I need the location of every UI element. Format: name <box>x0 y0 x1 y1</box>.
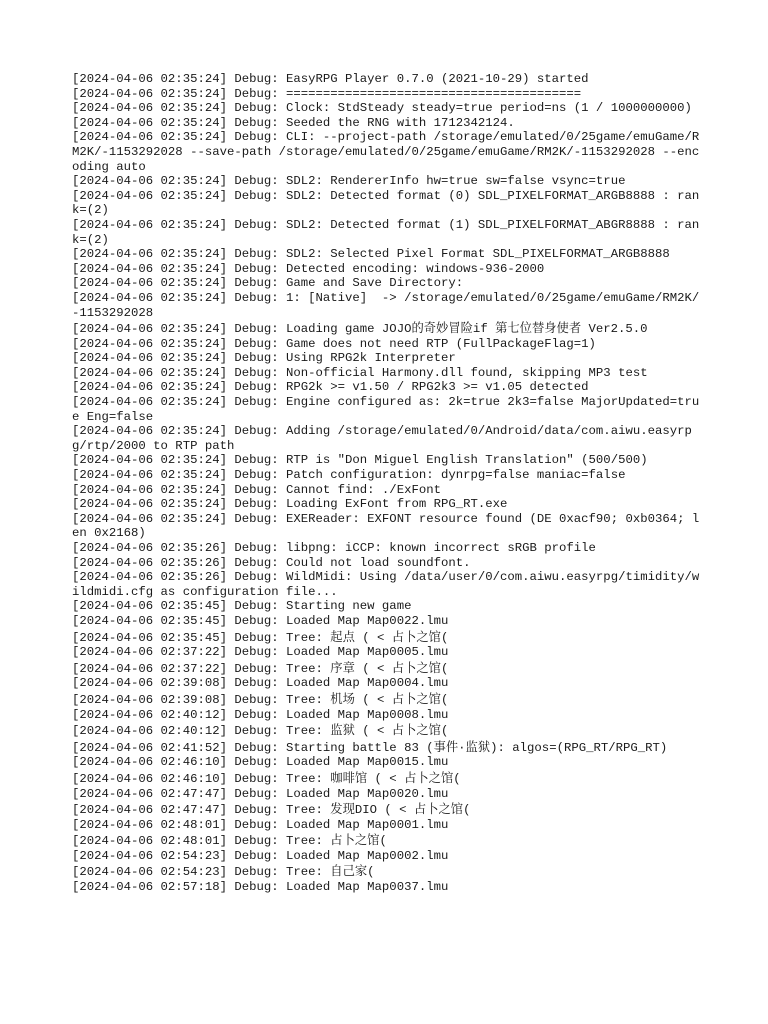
log-line: [2024-04-06 02:35:24] Debug: SDL2: Detected format (1) SDL_PIXELFORMAT_ABGR8888 : rank=(2) <box>72 217 700 247</box>
log-line: [2024-04-06 02:35:26] Debug: Could not load soundfont. <box>72 555 471 570</box>
log-line: [2024-04-06 02:35:24] Debug: RPG2k >= v1.50 / RPG2k3 >= v1.05 detected <box>72 380 589 395</box>
log-line: [2024-04-06 02:57:18] Debug: Loaded Map Map0037.lmu <box>72 880 449 895</box>
log-line: [2024-04-06 02:35:24] Debug: Game does not need RTP (FullPackageFlag=1) <box>72 336 596 351</box>
log-line: [2024-04-06 02:47:47] Debug: Tree: 发现DIO ( < 占卜之馆( <box>72 803 471 818</box>
log-line: [2024-04-06 02:35:24] Debug: Engine configured as: 2k=true 2k3=false MajorUpdated=true Eng=false <box>72 395 700 424</box>
log-line: [2024-04-06 02:35:24] Debug: EXEReader: EXFONT resource found (DE 0xacf90; 0xb0364; len 0x2168) <box>72 511 700 541</box>
log-line: [2024-04-06 02:35:24] Debug: Game and Save Directory: <box>72 276 464 291</box>
log-line: [2024-04-06 02:35:24] Debug: Loading ExFont from RPG_RT.exe <box>72 497 508 512</box>
log-line: [2024-04-06 02:35:24] Debug: 1: [Native] -> /storage/emulated/0/25game/emuGame/RM2K/-1153292028 <box>72 290 700 320</box>
log-line: [2024-04-06 02:35:24] Debug: Using RPG2k Interpreter <box>72 351 456 366</box>
log-line: [2024-04-06 02:35:45] Debug: Tree: 起点 ( < 占卜之馆( <box>72 630 449 645</box>
log-line: [2024-04-06 02:39:08] Debug: Tree: 机场 ( < 占卜之馆( <box>72 692 449 707</box>
log-line: [2024-04-06 02:35:26] Debug: libpng: iCCP: known incorrect sRGB profile <box>72 541 596 555</box>
log-line: [2024-04-06 02:35:24] Debug: ======================================== <box>72 86 582 101</box>
log-line: [2024-04-06 02:54:23] Debug: Loaded Map Map0002.lmu <box>72 848 449 863</box>
log-line: [2024-04-06 02:40:12] Debug: Tree: 监狱 ( < 占卜之馆( <box>72 724 449 739</box>
log-line: [2024-04-06 02:35:24] Debug: Adding /storage/emulated/0/Android/data/com.aiwu.easyrpg/rtp/2000 to RTP path <box>72 424 692 453</box>
log-line: [2024-04-06 02:35:24] Debug: Clock: StdSteady steady=true period=ns (1 / 1000000000) <box>72 101 692 116</box>
log-line: [2024-04-06 02:35:24] Debug: Seeded the RNG with 1712342124. <box>72 115 515 130</box>
log-line: [2024-04-06 02:54:23] Debug: Tree: 自己家( <box>72 865 375 880</box>
log-line: [2024-04-06 02:35:26] Debug: WildMidi: Using /data/user/0/com.aiwu.easyrpg/timidity/wildmidi.cfg as configuration file... <box>72 570 700 599</box>
log-line: [2024-04-06 02:46:10] Debug: Tree: 咖啡馆 ( < 占卜之馆( <box>72 771 461 786</box>
log-line: [2024-04-06 02:35:45] Debug: Loaded Map Map0022.lmu <box>72 613 449 628</box>
log-line: [2024-04-06 02:35:24] Debug: SDL2: Detected format (0) SDL_PIXELFORMAT_ARGB8888 : rank=(2) <box>72 188 700 218</box>
log-line: [2024-04-06 02:37:22] Debug: Tree: 序章 ( < 占卜之馆( <box>72 661 449 676</box>
log-line: [2024-04-06 02:37:22] Debug: Loaded Map Map0005.lmu <box>72 645 449 660</box>
log-line: [2024-04-06 02:35:45] Debug: Starting new game <box>72 599 412 614</box>
log-line: [2024-04-06 02:35:24] Debug: SDL2: RendererInfo hw=true sw=false vsync=true <box>72 174 626 189</box>
log-line: [2024-04-06 02:48:01] Debug: Loaded Map Map0001.lmu <box>72 817 449 832</box>
log-line: [2024-04-06 02:48:01] Debug: Tree: 占卜之馆( <box>72 834 387 849</box>
log-line: [2024-04-06 02:35:24] Debug: EasyRPG Player 0.7.0 (2021-10-29) started <box>72 72 589 86</box>
log-line: [2024-04-06 02:35:24] Debug: Detected encoding: windows-936-2000 <box>72 261 545 276</box>
debug-log <box>72 72 702 895</box>
log-line: [2024-04-06 02:35:24] Debug: RTP is "Don Miguel English Translation" (500/500) <box>72 453 648 468</box>
log-line: [2024-04-06 02:40:12] Debug: Loaded Map Map0008.lmu <box>72 707 449 722</box>
log-line: [2024-04-06 02:35:24] Debug: Patch configuration: dynrpg=false maniac=false <box>72 468 626 483</box>
log-line: [2024-04-06 02:35:24] Debug: SDL2: Selected Pixel Format SDL_PIXELFORMAT_ARGB8888 <box>72 247 670 262</box>
log-line: [2024-04-06 02:35:24] Debug: Loading game JOJO的奇妙冒险if 第七位替身使者 Ver2.5.0 <box>72 322 648 337</box>
log-line: [2024-04-06 02:47:47] Debug: Loaded Map Map0020.lmu <box>72 786 449 801</box>
log-line: [2024-04-06 02:35:24] Debug: CLI: --project-path /storage/emulated/0/25game/emuGame/RM2K/-1153292028 --save-path /storage/emulated/0/25game/emuGame/RM2K/-1153292028 --encoding auto <box>72 130 700 174</box>
log-line: [2024-04-06 02:35:24] Debug: Cannot find: ./ExFont <box>72 482 441 497</box>
log-line: [2024-04-06 02:35:24] Debug: Non-official Harmony.dll found, skipping MP3 test <box>72 365 648 380</box>
log-line: [2024-04-06 02:41:52] Debug: Starting battle 83 (事件·监狱): algos=(RPG_RT/RPG_RT) <box>72 740 668 755</box>
log-line: [2024-04-06 02:46:10] Debug: Loaded Map Map0015.lmu <box>72 755 449 770</box>
log-line: [2024-04-06 02:39:08] Debug: Loaded Map Map0004.lmu <box>72 676 449 691</box>
